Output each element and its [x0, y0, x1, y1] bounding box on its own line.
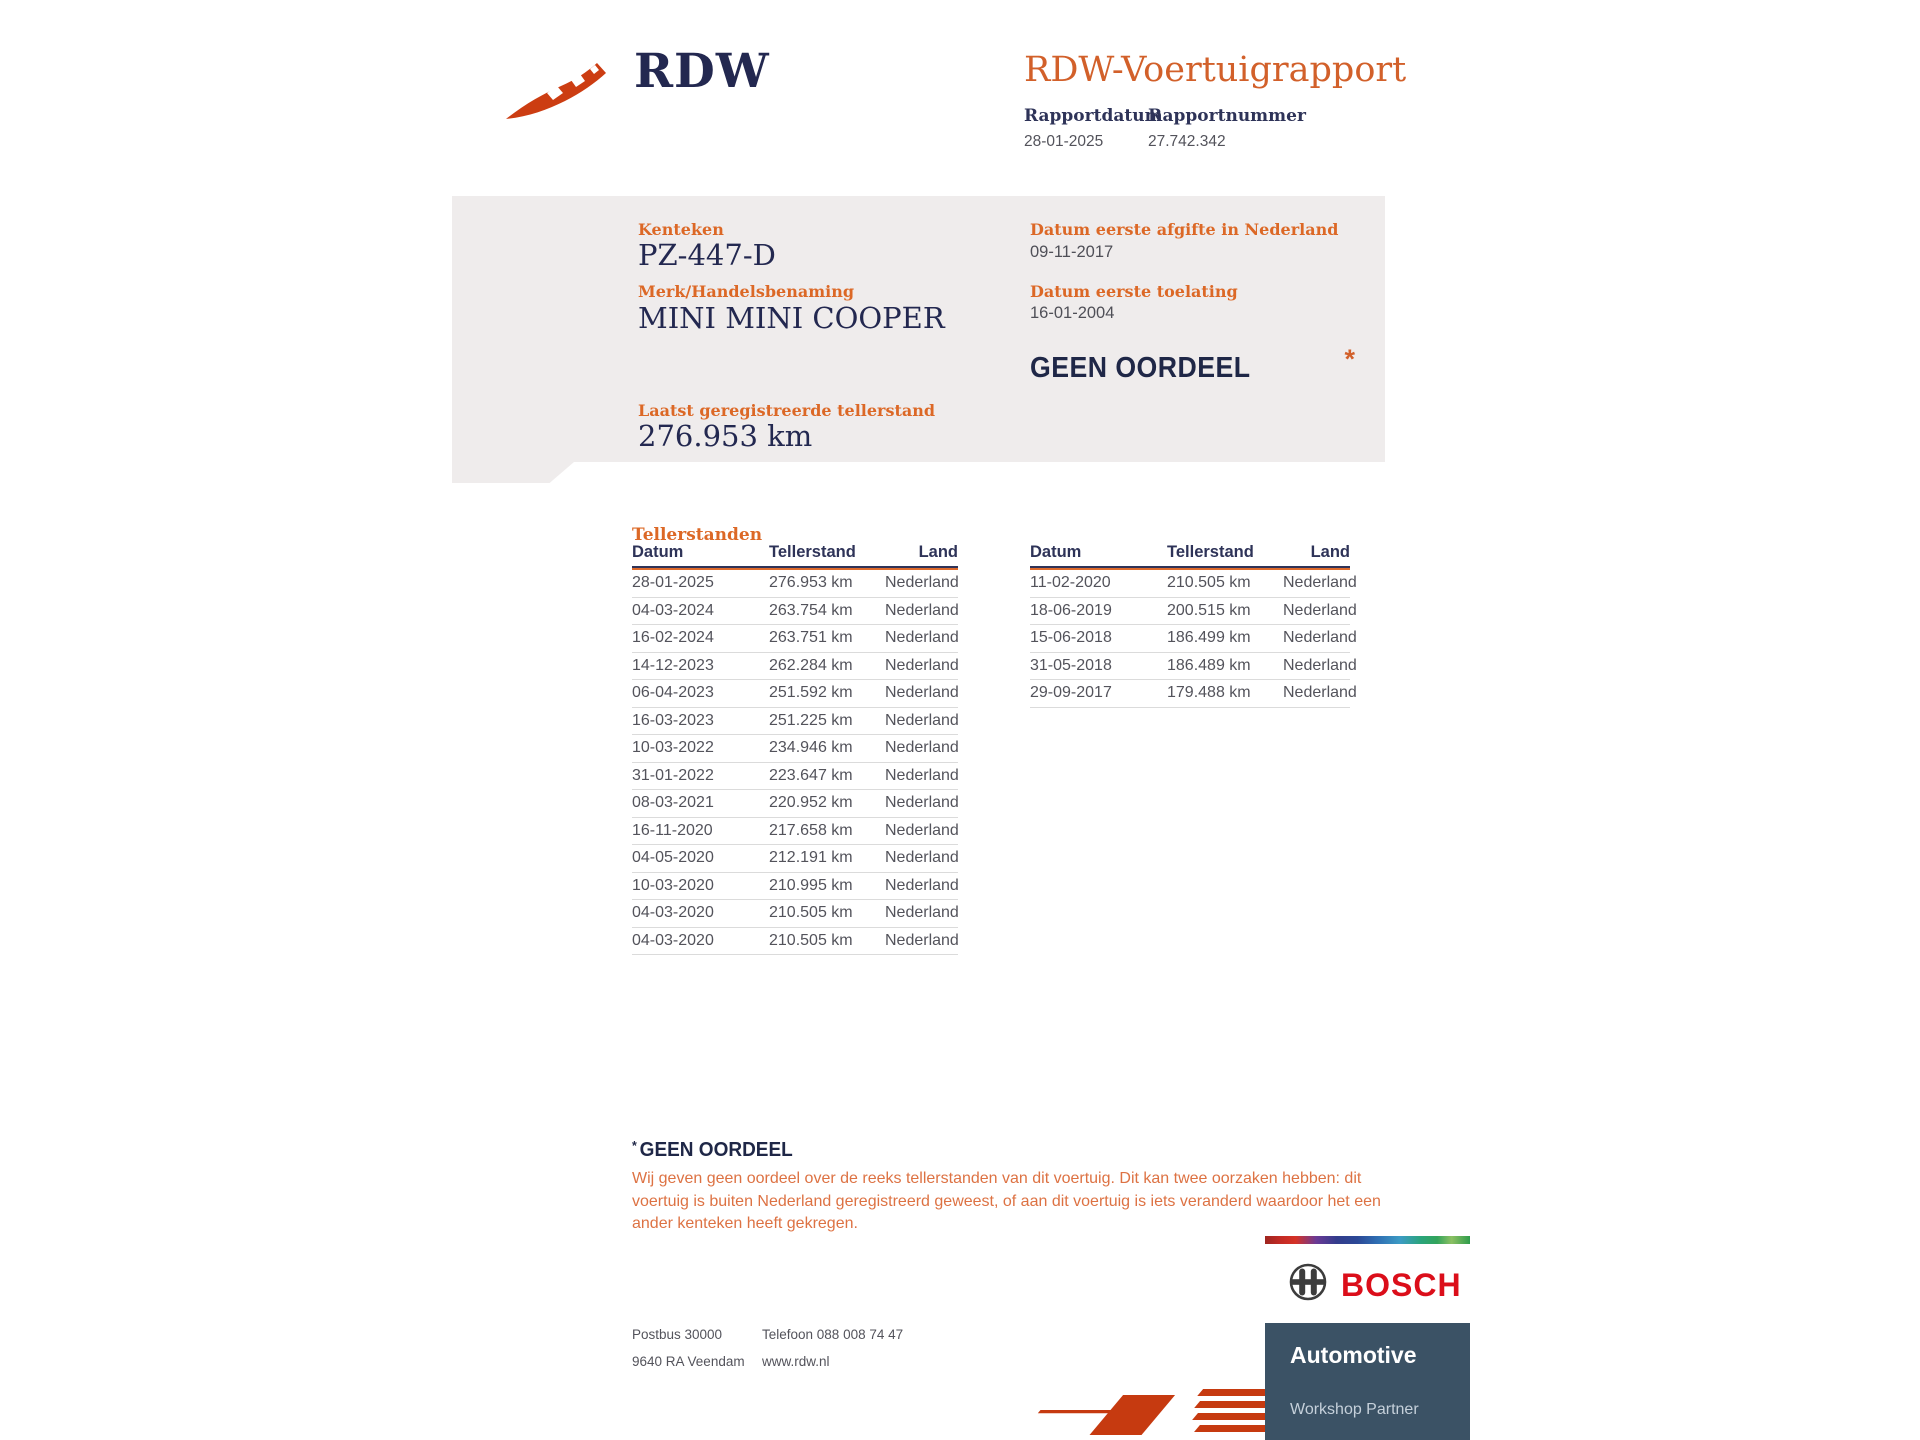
eerste-afgifte-label: Datum eerste afgifte in Nederland — [1030, 220, 1339, 239]
footnote-line: Wij geven geen oordeel over de reeks tellerstanden van dit voertuig. Dit kan twee oorzaken hebben: dit — [632, 1170, 1362, 1187]
table-row — [632, 653, 958, 681]
cell-tellerstand: 186.499 km — [1167, 625, 1283, 653]
column-header-datum: Datum — [1030, 543, 1167, 568]
cell-tellerstand: 186.489 km — [1167, 653, 1283, 681]
cell-datum: 11-02-2020 — [1030, 568, 1167, 598]
table-row — [632, 928, 958, 956]
column-header-tellerstand: Tellerstand — [769, 543, 885, 568]
cell-tellerstand: 263.754 km — [769, 598, 885, 626]
cell-tellerstand: 210.505 km — [769, 928, 885, 956]
footnote-title — [632, 1139, 793, 1162]
tellerstanden-table-right — [1030, 543, 1357, 708]
cell-datum: 29-09-2017 — [1030, 680, 1167, 708]
page-title: RDW-Voertuigrapport — [1024, 50, 1407, 90]
table-row — [632, 790, 958, 818]
cell-tellerstand: 210.505 km — [769, 900, 885, 928]
cell-tellerstand: 263.751 km — [769, 625, 885, 653]
cell-datum: 31-01-2022 — [632, 763, 769, 791]
cell-land: Nederland — [885, 680, 958, 708]
cell-tellerstand: 223.647 km — [769, 763, 885, 791]
cell-land: Nederland — [885, 845, 958, 873]
cell-tellerstand: 276.953 km — [769, 568, 885, 598]
cell-datum: 14-12-2023 — [632, 653, 769, 681]
cell-tellerstand: 251.592 km — [769, 680, 885, 708]
table-row — [632, 568, 958, 598]
table-row — [632, 845, 958, 873]
cell-tellerstand: 251.225 km — [769, 708, 885, 736]
tellerstanden-section-title: Tellerstanden — [632, 525, 763, 545]
cell-tellerstand: 210.995 km — [769, 873, 885, 901]
table-row — [632, 818, 958, 846]
table-row — [1030, 625, 1350, 653]
cell-tellerstand: 212.191 km — [769, 845, 885, 873]
cell-datum: 31-05-2018 — [1030, 653, 1167, 681]
cell-tellerstand: 262.284 km — [769, 653, 885, 681]
footnote-paragraph — [632, 1168, 1381, 1236]
cell-land: Nederland — [885, 568, 958, 598]
table-row — [632, 763, 958, 791]
report-date-value: 28-01-2025 — [1024, 133, 1104, 150]
cell-tellerstand: 217.658 km — [769, 818, 885, 846]
cell-land: Nederland — [885, 763, 958, 791]
cell-tellerstand: 200.515 km — [1167, 598, 1283, 626]
footer-postbus: Postbus 30000 — [632, 1327, 723, 1342]
table-row — [1030, 653, 1350, 681]
bosch-supergraphic-stripe — [1265, 1236, 1470, 1244]
cell-datum: 10-03-2020 — [632, 873, 769, 901]
cell-land: Nederland — [1283, 653, 1350, 681]
tellerstanden-table-left — [632, 543, 958, 955]
cell-land: Nederland — [885, 790, 958, 818]
bosch-logo-area — [1265, 1244, 1470, 1323]
merk-label: Merk/Handelsbenaming — [638, 282, 855, 301]
cell-land: Nederland — [1283, 568, 1350, 598]
cell-datum: 18-06-2019 — [1030, 598, 1167, 626]
laatste-tellerstand-value: 276.953 km — [638, 419, 813, 453]
cell-land: Nederland — [885, 928, 958, 956]
bosch-brand-wordmark: BOSCH — [1341, 1267, 1462, 1303]
report-number-value: 27.742.342 — [1148, 133, 1226, 150]
rdw-feather-logo-icon — [503, 60, 621, 122]
eerste-afgifte-value: 09-11-2017 — [1030, 243, 1114, 261]
cell-land: Nederland — [885, 818, 958, 846]
cell-tellerstand: 220.952 km — [769, 790, 885, 818]
footer-city: 9640 RA Veendam — [632, 1354, 745, 1369]
laatste-tellerstand-label: Laatst geregistreerde tellerstand — [638, 401, 936, 420]
footnote-line: voertuig is buiten Nederland geregistreerd geweest, of aan dit voertuig is iets veranderd waardoor het een — [632, 1192, 1381, 1210]
oordeel-asterisk: * — [1344, 344, 1355, 374]
cell-land: Nederland — [885, 735, 958, 763]
cell-land: Nederland — [1283, 598, 1350, 626]
column-header-datum: Datum — [632, 543, 769, 568]
oordeel-status: GEEN OORDEEL — [1030, 352, 1251, 384]
footnote-title-text: GEEN OORDEEL — [639, 1139, 793, 1161]
cell-land: Nederland — [885, 708, 958, 736]
rdw-logo-wordmark: RDW — [634, 44, 770, 99]
kenteken-value: PZ-447-D — [638, 238, 776, 272]
table-row — [1030, 598, 1350, 626]
bosch-partner-box — [1265, 1323, 1470, 1440]
cell-datum: 16-03-2023 — [632, 708, 769, 736]
cell-tellerstand: 179.488 km — [1167, 680, 1283, 708]
rdw-speedlines-graphic-icon — [1028, 1382, 1268, 1440]
cell-datum: 16-11-2020 — [632, 818, 769, 846]
cell-land: Nederland — [885, 598, 958, 626]
cell-datum: 15-06-2018 — [1030, 625, 1167, 653]
cell-datum: 08-03-2021 — [632, 790, 769, 818]
cell-datum: 16-02-2024 — [632, 625, 769, 653]
eerste-toelating-label: Datum eerste toelating — [1030, 282, 1238, 301]
table-row — [632, 873, 958, 901]
footnote-asterisk: * — [632, 1138, 637, 1153]
cell-datum: 06-04-2023 — [632, 680, 769, 708]
column-header-land: Land — [1283, 543, 1350, 568]
cell-tellerstand: 234.946 km — [769, 735, 885, 763]
report-date-label: Rapportdatum — [1024, 106, 1163, 126]
column-header-tellerstand: Tellerstand — [1167, 543, 1283, 568]
cell-land: Nederland — [1283, 625, 1350, 653]
report-date-block — [1024, 106, 1163, 151]
vehicle-summary-box — [452, 196, 1385, 462]
bosch-armature-icon — [1287, 1261, 1329, 1303]
cell-land: Nederland — [885, 873, 958, 901]
cell-datum: 04-03-2020 — [632, 900, 769, 928]
bosch-division-label: Automotive — [1290, 1342, 1417, 1368]
column-header-land: Land — [885, 543, 958, 568]
table-header-row — [632, 543, 958, 568]
cell-land: Nederland — [1283, 680, 1350, 708]
table-row — [632, 625, 958, 653]
bosch-partner-label: Workshop Partner — [1290, 1401, 1419, 1418]
table-header-row — [1030, 543, 1350, 568]
table-row — [1030, 568, 1350, 598]
table-row — [632, 735, 958, 763]
cell-datum: 04-03-2020 — [632, 928, 769, 956]
table-row — [632, 708, 958, 736]
kenteken-label: Kenteken — [638, 220, 724, 239]
table-row — [1030, 680, 1350, 708]
cell-tellerstand: 210.505 km — [1167, 568, 1283, 598]
merk-value: MINI MINI COOPER — [638, 301, 945, 335]
footer-website-link[interactable]: www.rdw.nl — [762, 1354, 830, 1369]
cell-land: Nederland — [885, 653, 958, 681]
cell-datum: 10-03-2022 — [632, 735, 769, 763]
cell-land: Nederland — [885, 625, 958, 653]
table-row — [632, 598, 958, 626]
table-row — [632, 680, 958, 708]
report-number-label: Rapportnummer — [1148, 106, 1306, 126]
cell-datum: 04-03-2024 — [632, 598, 769, 626]
table-row — [632, 900, 958, 928]
cell-datum: 04-05-2020 — [632, 845, 769, 873]
footer-phone: Telefoon 088 008 74 47 — [762, 1327, 904, 1342]
eerste-toelating-value: 16-01-2004 — [1030, 304, 1115, 322]
cell-land: Nederland — [885, 900, 958, 928]
report-number-block — [1148, 106, 1306, 151]
footnote-line: ander kenteken heeft gekregen. — [632, 1215, 858, 1232]
cell-datum: 28-01-2025 — [632, 568, 769, 598]
